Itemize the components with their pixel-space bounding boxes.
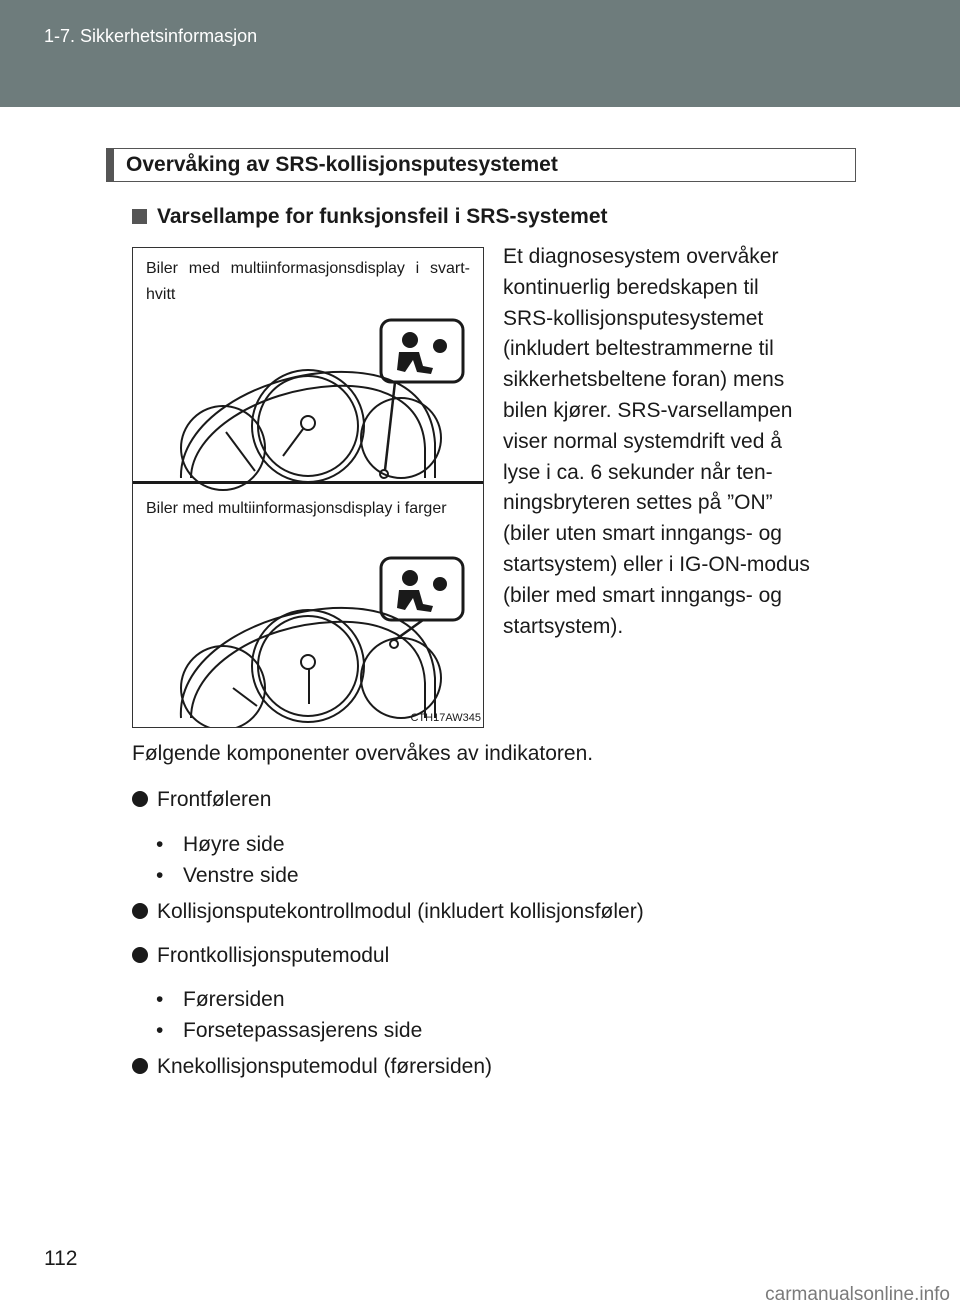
sub-list-item-text: Førersiden [183,988,285,1011]
figure-label-bw: Biler med multiinformasjonsdisplay i svart-hvitt [146,260,470,303]
sub-list-item [156,864,299,888]
small-bullet-icon: • [156,1019,164,1042]
body-line: sikkerhetsbeltene foran) mens [503,368,785,392]
header-bar [0,0,960,107]
upper-center-gauge [252,370,364,482]
upper-right-gauge [361,398,441,478]
lead-text: Følgende komponenter overvåkes av indikatoren. [132,742,594,765]
upper-cluster-outline [181,372,435,478]
sub-list-item [156,988,285,1012]
airbag-warning-icon-lower [397,570,447,612]
airbag-warning-icon-upper [397,332,447,374]
square-bullet-icon [132,209,147,224]
body-line: lyse i ca. 6 sekunder når ten- [503,460,773,484]
page-number: 112 [44,1247,78,1270]
instrument-cluster-illustration [133,248,483,727]
list-item-text: Kollisjonsputekontrollmodul (inkludert kollisjonsføler) [157,900,644,923]
body-line: kontinuerlig beredskapen til [503,275,759,299]
sub-list-item-text: Forsetepassasjerens side [183,1019,423,1042]
body-line: viser normal systemdrift ved å [503,429,782,453]
lower-right-gauge [361,638,441,718]
list-item-text: Frontkollisjonsputemodul [157,944,390,967]
bullet-dot-icon [132,903,148,919]
small-bullet-icon: • [156,864,164,887]
body-line: startsystem) eller i IG-ON-modus [503,552,810,576]
body-line: Et diagnosesystem overvåker [503,245,779,268]
chapter-title: 1-7. Sikkerhetsinformasjon [44,26,258,46]
sub-list-item [156,1019,422,1043]
body-paragraph [503,242,842,642]
body-line: ningsbryteren settes på ”ON” [503,491,773,515]
bullet-dot-icon [132,1058,148,1074]
section-heading-box [106,148,856,182]
lower-center-gauge [252,610,364,722]
body-line: bilen kjører. SRS-varsellampen [503,398,793,422]
body-line: SRS-kollisjonsputesystemet [503,306,764,330]
bullet-dot-icon [132,791,148,807]
sub-list-item-text: Venstre side [183,864,299,887]
instrument-cluster-figure [132,247,484,728]
body-line: (inkludert beltestrammerne til [503,337,774,361]
watermark: carmanualsonline.info [765,1284,950,1305]
list-item [132,788,271,812]
list-item [132,944,389,968]
figure-label-color: Biler med multiinformasjonsdisplay i farger [146,500,447,517]
sub-list-item [156,833,285,857]
list-item [132,1055,492,1079]
body-line: (biler med smart inngangs- og [503,583,782,607]
bullet-dot-icon [132,947,148,963]
list-item-text: Frontføleren [157,788,272,811]
body-line: startsystem). [503,614,624,638]
body-line: (biler uten smart inngangs- og [503,522,782,546]
sub-list-item-text: Høyre side [183,833,285,856]
subheading-text: Varsellampe for funksjonsfeil i SRS-systemet [157,205,608,228]
figure-code: CTH17AW345 [410,712,481,724]
list-item-text: Knekollisjonsputemodul (førersiden) [157,1055,492,1078]
small-bullet-icon: • [156,833,164,856]
list-item [132,900,644,924]
small-bullet-icon: • [156,988,164,1011]
subheading [132,205,608,229]
section-title: Overvåking av SRS-kollisjonsputesystemet [126,153,558,176]
